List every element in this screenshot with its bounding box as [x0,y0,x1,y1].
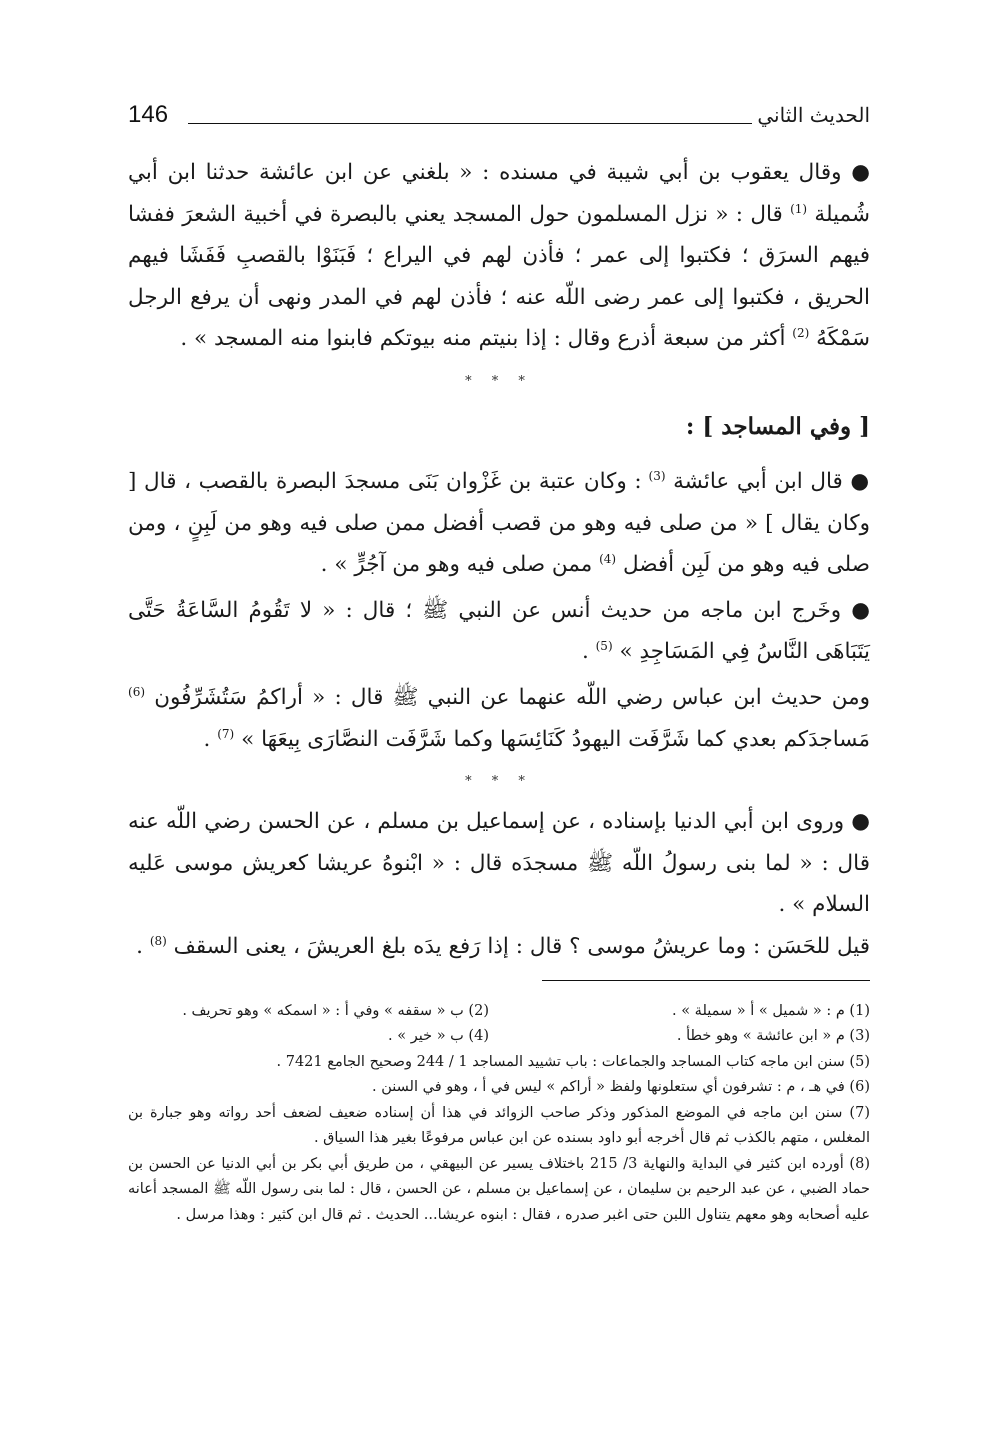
footnote-5: (5) سنن ابن ماجه كتاب المساجد والجماعات : باب تشييد المساجد 1 / 244 وصحيح الجامع 7421 . [276,1053,870,1070]
paragraph-1: ● وقال يعقوب بن أبي شيبة في مسنده : « بلغني عن ابن عائشة حدثنا ابن أبي شُميلة $^{(1)}$ قال : « نزل المسلمون حول المسجد يعني بالبصرة في أخبية الشعرَ ففشا فيهم السرَق ؛ فكتبوا إلى عمر ؛ فأذن لهم في اليراع ؛ فَبَنَوْا بالقصبِ فَفَشَا فيهم الحريق ، فكتبوا إلى عمر رضى اللّه عنه ؛ فأذن لهم في المدر ونهى أن يرفع الرجل سَمْكَهُ $^{(2)}$ أكثر من سبعة أذرع وقال : إذا بنيتم منه بيوتكم فابنوا منه المسجد » . [128,160,870,352]
footnote-4: (4) ب « خير » . [388,1028,489,1044]
footnote-ref[interactable]: (3) [648,468,666,483]
footnote-ref[interactable]: (4) [599,552,617,566]
section-separator: * * * [465,373,533,389]
footnote-ref[interactable]: (8) [149,933,167,948]
section-heading: [ وفي المساجد ] : [685,412,870,440]
footnote-ref[interactable]: (5) [595,639,613,654]
footnote-ref[interactable]: (2) [792,326,810,341]
section-separator: * * * [465,774,533,790]
paragraph-5: ● وروى ابن أبي الدنيا بإسناده ، عن إسماعيل بن مسلم ، عن الحسن رضي اللّه عنه قال : « لما بنى رسولُ اللّه ﷺ مسجدَه قال : « ابْنوهُ عريشا كعريش موسى عَليه السلام » . [128,809,870,918]
footnote-3: (3) م « ابن عائشة » وهو خطأ . [676,1028,870,1044]
footnote-8: (8) أورده ابن كثير في البداية والنهاية 3/ 215 باختلاف يسير عن البيهقي ، من طريق أبي بكر بن أبي الدنيا عن الحسن بن حماد الضبي ، عن عبد الرحيم بن سليمان ، عن إسماعيل بن مسلم ، عن الحسن ، قال : لما بنى رسول اللّه ﷺ المسجد أعانه عليه أصحابه وهو معهم يتناول اللبن حتى اغبر صدره ، فقال : ابنوه عريشا... الحديث . ثم قال ابن كثير : وهذا مرسل . [128,1155,870,1223]
paragraph-3: ● وخَرج ابن ماجه من حديث أنس عن النبي ﷺ ؛ قال : « لا تَقُومُ السَّاعَةُ حَتَّى يَتَبَاهَى النَّاسُ فِي المَسَاجِدِ » $^{(5)}$ . [128,597,870,665]
footnote-ref[interactable]: (1) [790,201,808,216]
footnote-ref[interactable]: (7) [217,726,235,741]
paragraph-6: قيل للحَسَن : وما عريشُ موسى ؟ قال : إذا رَفع يدَه بلغ العريشَ ، يعنى السقف $^{(8)}$ . [136,933,870,959]
running-title: الحديث الثاني [757,103,870,127]
footnote-7: (7) سنن ابن ماجه في الموضع المذكور وذكر صاحب الزوائد في هذا أن إسناده ضعيف لضعف أحد رواته وهو جبارة بن المغلس ، متهم بالكذب ثم قال أخرجه أبو داود بسنده عن ابن عباس مرفوعًا بغير هذا السياق . [128,1104,870,1146]
footnote-1: (1) م : « شميل » أ « سميلة » . [671,1002,870,1019]
footnote-rule [542,980,870,981]
footnotes-short [128,999,870,1050]
page-number: 146 [128,101,169,128]
page-header [128,101,870,141]
main-text [128,152,870,1228]
paragraph-2: ● قال ابن أبي عائشة $^{(3)}$ : وكان عتبة بن غَزْوان بَنَى مسجدَ البصرة بالقصب ، قال [ وكان يقال ] « من صلى فيه وهو من قصب أفضل ممن صلى فيه وهو من لَبِنٍ ، ومن صلى فيه وهو من لَبِن أفضل $^{(4)}$ ممن صلى فيه وهو من آجُرٍّ » . [128,468,870,578]
footnote-2: (2) ب « سقفه » وفي أ : « اسمكه » وهو تحريف . [182,1002,489,1019]
header-rule [188,123,752,124]
footnote-ref[interactable]: (6) [128,684,146,699]
footnote-6: (6) في هـ ، م : تشرفون أي ستعلونها ولفظ « أراكم » ليس في أ ، وهو في السنن . [371,1079,870,1095]
paragraph-4: ومن حديث ابن عباس رضي اللّه عنهما عن النبي ﷺ قال : « أراكمُ سَتُشَرِّفُون $^{(6)}$ مَساجدَكم بعدي كما شَرَّفَت اليهودُ كَنَائِسَها وكما شَرَّفَت النصَّارَى بِيعَهَا » $^{(7)}$ . [128,684,870,752]
